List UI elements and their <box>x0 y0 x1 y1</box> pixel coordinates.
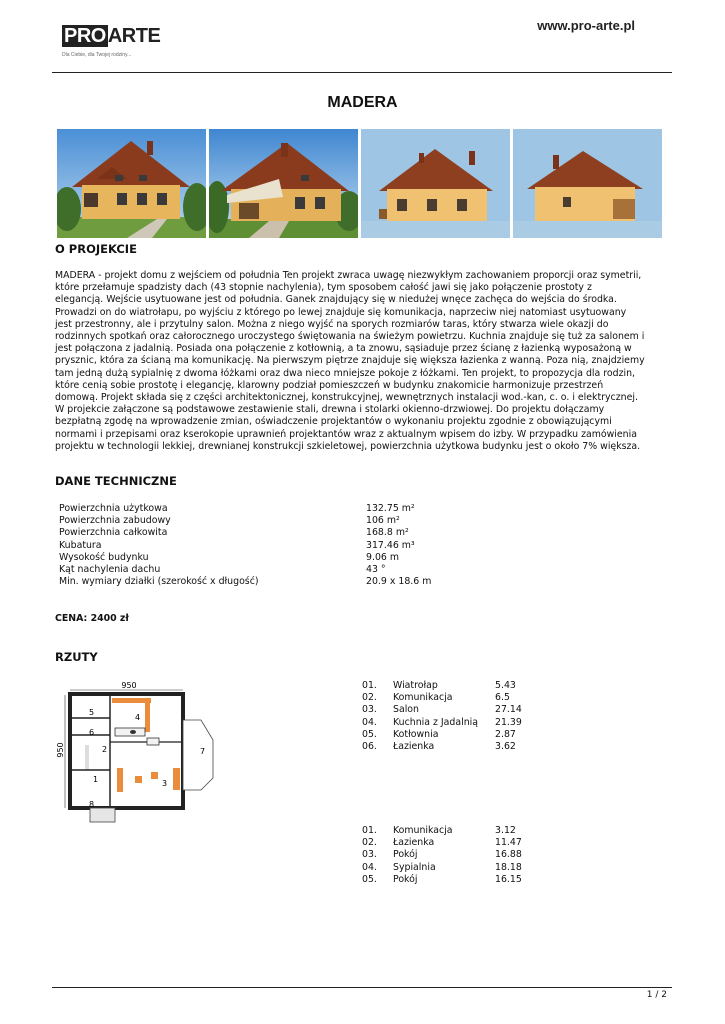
table-row <box>362 680 522 692</box>
room-name: Kuchnia z Jadalnią <box>393 716 478 728</box>
ground-floor-plan[interactable] <box>55 680 245 825</box>
logo-tagline: Dla Ciebie, dla Twojej rodziny... <box>62 52 132 58</box>
table-row <box>362 704 522 716</box>
website-url[interactable]: www.pro-arte.pl <box>537 18 635 33</box>
plan-room-label: 3 <box>162 779 168 788</box>
table-row <box>362 874 522 886</box>
technical-values <box>366 503 431 588</box>
room-area: 5.43 <box>495 680 516 691</box>
plan-room-label: 1 <box>93 775 99 784</box>
room-name: Pokój <box>393 873 418 885</box>
tech-label: Powierzchnia zabudowy <box>59 515 171 527</box>
about-line: MADERA - projekt domu z wejściem od południa Ten projekt zwraca uwagę niezwykłym zachowaniem proporcji oraz symetrii, <box>55 270 642 281</box>
room-area: 27.14 <box>495 704 522 716</box>
room-name: Komunikacja <box>393 825 453 836</box>
about-description <box>55 270 670 453</box>
logo-wordmark <box>62 25 161 48</box>
technical-labels <box>59 503 259 588</box>
tech-value: 9.06 m <box>366 551 399 563</box>
plan-room-label: 2 <box>102 745 108 754</box>
about-line: które cenią sobie prostotę i elegancję, klarowny podział pomieszczeń w budynku znakomicie harmonizuje przestrzeń <box>55 379 604 391</box>
plans-heading: RZUTY <box>55 650 98 664</box>
room-area: 21.39 <box>495 716 522 728</box>
room-number: 02. <box>362 837 377 849</box>
company-logo[interactable] <box>62 25 161 65</box>
footer-divider <box>52 987 672 988</box>
table-row <box>362 825 522 837</box>
room-number: 05. <box>362 728 377 740</box>
room-name: Salon <box>393 704 419 716</box>
room-number: 04. <box>362 861 377 873</box>
plan-room-label: 4 <box>135 713 141 722</box>
plan-room-label: 6 <box>89 728 95 737</box>
about-line: jest połączona z jadalnią. Posiada ona połączenie z kotłownią, a ta znowu, sąsiaduje przez ścianę z łazienką wyposażoną w <box>55 343 632 355</box>
about-line: prysznic, która za ścianą ma komunikację. Na pierwszym piętrze znajduje się większa łazienka z wanną. Poza nią, znajdziemy <box>55 355 645 367</box>
room-number: 01. <box>362 825 377 836</box>
tech-label: Powierzchnia całkowita <box>59 527 168 539</box>
about-line: W projekcie załączone są podstawowe zestawienie stali, drewna i stolarki okienno-drzwiowej. Do projektu dołączamy <box>55 404 605 416</box>
about-line: elegancją. Wejście usytuowane jest od południa. Ganek znajdujący się w niedużej wnęce zachęca do wejścia do środka. <box>55 294 617 306</box>
tech-value: 20.9 x 18.6 m <box>366 576 432 588</box>
room-number: 03. <box>362 704 377 716</box>
room-number: 01. <box>362 680 377 691</box>
room-area: 6.5 <box>495 692 510 704</box>
tech-label: Powierzchnia użytkowa <box>59 503 168 514</box>
room-name: Komunikacja <box>393 692 453 704</box>
room-area: 16.15 <box>495 873 522 885</box>
table-row <box>362 717 522 729</box>
room-name: Wiatrołap <box>393 680 438 691</box>
house-front-icon <box>57 129 206 238</box>
room-area: 11.47 <box>495 837 522 849</box>
plan-width-dimension: 950 <box>121 681 137 690</box>
photo-front-view[interactable] <box>57 129 206 238</box>
room-number: 03. <box>362 849 377 861</box>
about-line: które przełamuje spadzisty dach (43 stopnie nachylenia), tym sposobem całość jawi się jako połączenie prostoty z <box>55 282 592 294</box>
room-area: 18.18 <box>495 861 522 873</box>
about-line: bezpłatną zgodę na wprowadzenie zmian, oświadczenie projektantów o wykonaniu projektu zgodnie z obowiązującymi <box>55 416 612 428</box>
tech-value: 43 ° <box>366 564 386 576</box>
room-number: 04. <box>362 716 377 728</box>
house-side-icon <box>361 129 510 238</box>
about-line: tam jedną dużą sypialnię z dwoma łóżkami oraz dwa nieco mniejsze pokoje z łóżkami. Ten projekt, to propozycja dla rodzin, <box>55 367 636 379</box>
plan-room-label: 8 <box>89 800 95 809</box>
table-row <box>362 692 522 704</box>
logo-pro-text: PRO <box>64 25 106 47</box>
first-floor-room-table <box>362 825 522 886</box>
room-name: Łazienka <box>393 837 435 849</box>
tech-label: Kąt nachylenia dachu <box>59 564 161 576</box>
tech-value: 168.8 m² <box>366 527 409 539</box>
about-heading: O PROJEKCIE <box>55 242 137 256</box>
tech-label: Kubatura <box>59 539 102 551</box>
about-line: projektu w technologii lekkiej, drewnianej konstrukcji szkieletowej, powierzchnia użytkowa budynku jest o około 7% większa. <box>55 440 641 452</box>
ground-floor-room-table <box>362 680 522 753</box>
about-line: Prowadzi on do wiatrołapu, po wyjściu z którego po lewej znajduje się komunikacja, naprzeciw niej natomiast usytuowany <box>55 306 627 318</box>
table-row <box>362 837 522 849</box>
table-row <box>362 741 522 753</box>
about-line: normami i przepisami oraz kserokopie uprawnień projektantów wraz z aktualnym wpisem do izby. W przypadku zamówienia <box>55 428 637 440</box>
room-area: 3.62 <box>495 741 516 753</box>
about-line: domową. Projekt składa się z części architektonicznej, konstrukcyjnej, wewnętrznych instalacji wod.-kan, c. o. i elektrycznej. <box>55 392 638 404</box>
price-label: CENA: 2400 zł <box>55 613 129 624</box>
plan-height-dimension: 950 <box>56 742 65 758</box>
room-area: 2.87 <box>495 728 516 740</box>
house-side-alt-icon <box>513 129 662 238</box>
room-area: 3.12 <box>495 825 516 836</box>
table-row <box>362 729 522 741</box>
room-name: Sypialnia <box>393 861 436 873</box>
tech-value: 106 m² <box>366 515 400 527</box>
technical-heading: DANE TECHNICZNE <box>55 474 177 488</box>
plan-room-label: 7 <box>200 747 206 756</box>
house-garden-icon <box>209 129 358 238</box>
plan-room-label: 5 <box>89 708 95 717</box>
table-row <box>362 849 522 861</box>
room-number: 06. <box>362 741 377 753</box>
photo-side-view-1[interactable] <box>361 129 510 238</box>
header-divider <box>52 72 672 73</box>
tech-value: 317.46 m³ <box>366 539 415 551</box>
logo-arte-text: ARTE <box>107 25 161 47</box>
room-name: Kotłownia <box>393 728 439 740</box>
room-number: 02. <box>362 692 377 704</box>
about-line: rodzinnych spotkań oraz całorocznego uroczystego świętowania na świeżym powietrzu. Kuchnia znajduje się tuż za salonem i <box>55 331 645 343</box>
tech-label: Wysokość budynku <box>59 551 149 563</box>
table-row <box>362 862 522 874</box>
tech-value: 132.75 m² <box>366 503 415 514</box>
page-number: 1 / 2 <box>646 990 667 1000</box>
room-name: Łazienka <box>393 741 435 753</box>
page-title: MADERA <box>327 94 398 111</box>
about-line: jest przestronny, ale i przytulny salon. Można z niego wyjść na sporych rozmiarów taras, który stwarza wiele okazji do <box>55 318 609 330</box>
photo-garden-view[interactable] <box>209 129 358 238</box>
room-name: Pokój <box>393 849 418 861</box>
room-number: 05. <box>362 873 377 885</box>
tech-label: Min. wymiary działki (szerokość x długość) <box>59 576 259 588</box>
floor-plan-drawing <box>55 680 245 825</box>
room-area: 16.88 <box>495 849 522 861</box>
photo-side-view-2[interactable] <box>513 129 662 238</box>
